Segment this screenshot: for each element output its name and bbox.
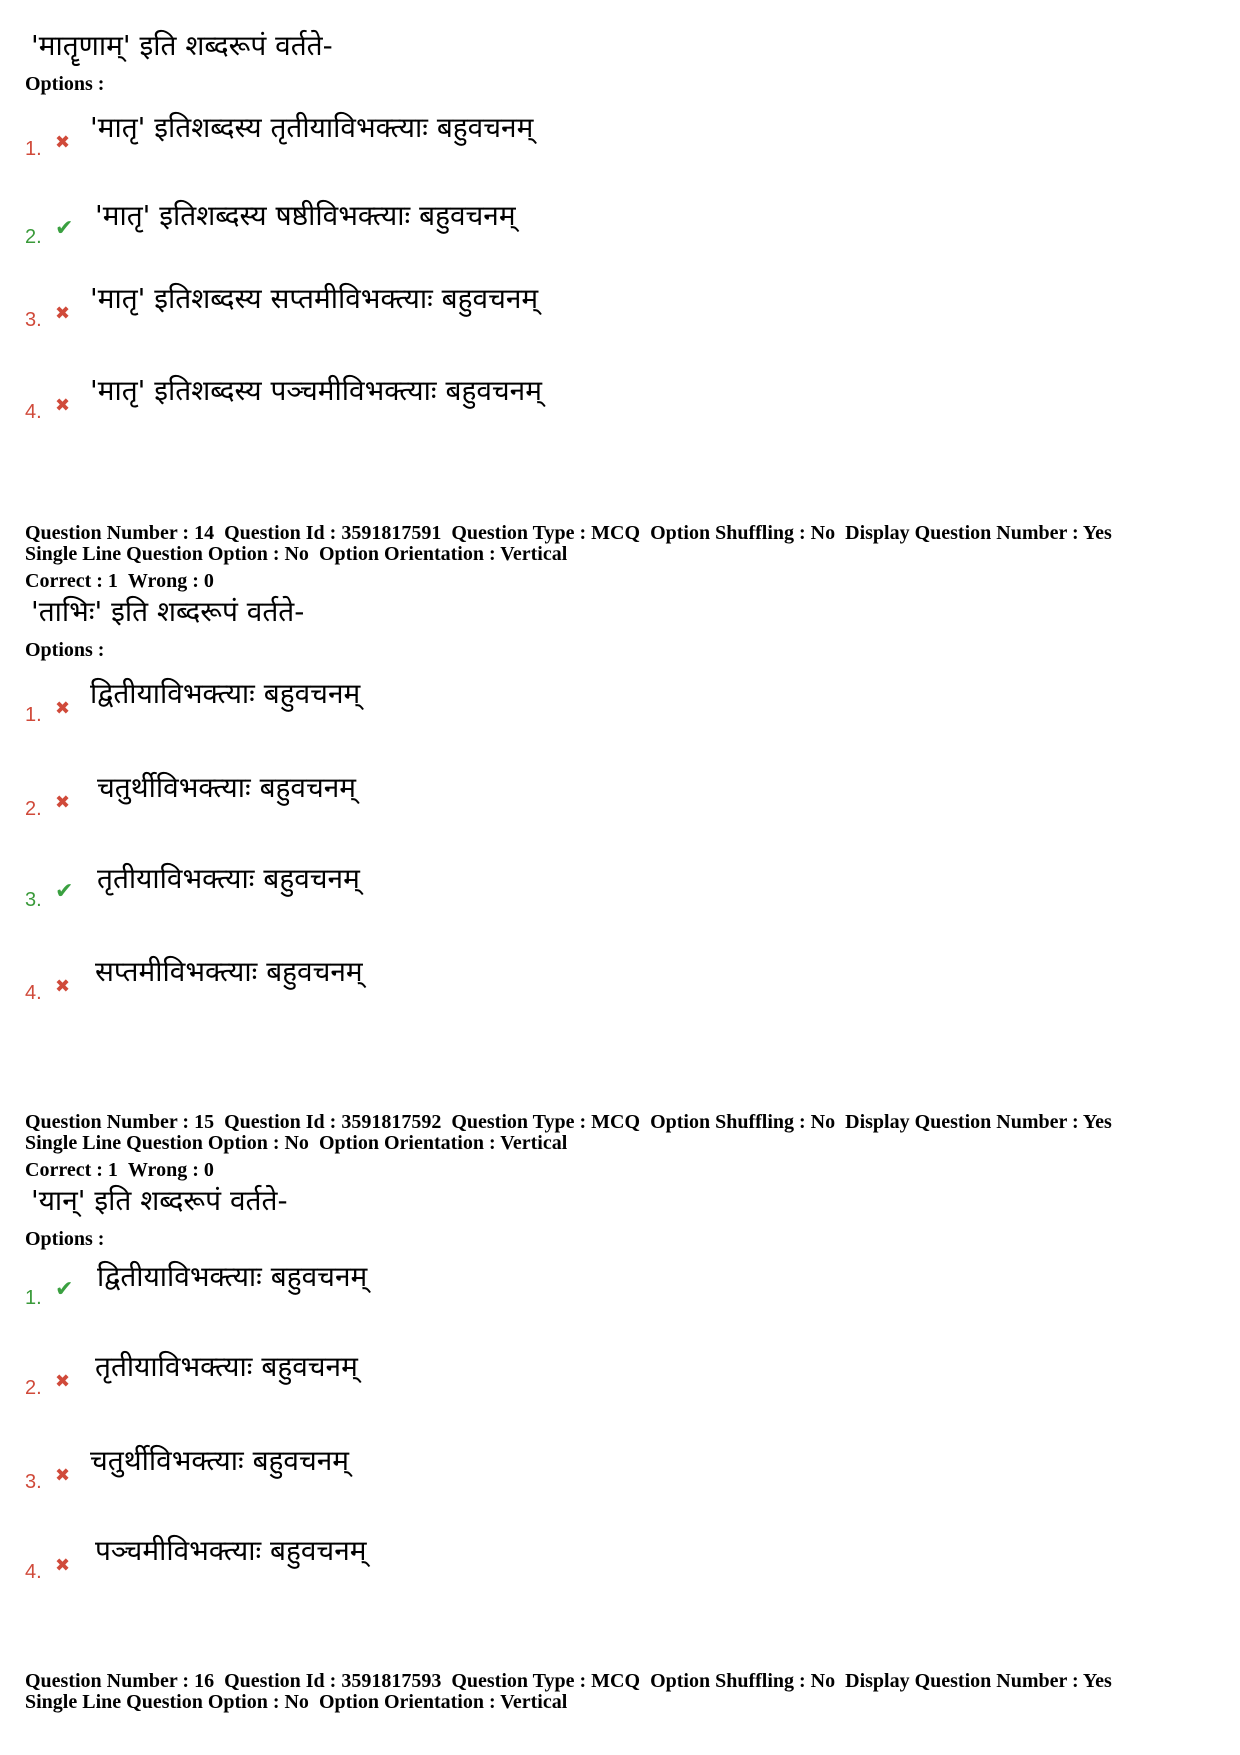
option-text: 'मातृ' इतिशब्दस्य षष्ठीविभक्त्याः बहुवचनम् bbox=[95, 199, 516, 232]
option-text: पञ्चमीविभक्त्याः बहुवचनम् bbox=[95, 1534, 367, 1567]
single-line-option: Single Line Question Option : No bbox=[25, 1691, 309, 1713]
option-1 bbox=[25, 108, 1025, 168]
option-text: सप्तमीविभक्त्याः बहुवचनम् bbox=[95, 955, 363, 988]
option-number: 2. bbox=[25, 1377, 42, 1399]
options-label: Options : bbox=[25, 73, 105, 95]
wrong-mark-icon: ✖ bbox=[55, 792, 71, 813]
correct-score: Correct : 1 bbox=[25, 570, 118, 592]
option-number: 1. bbox=[25, 1287, 42, 1309]
option-text: 'मातृ' इतिशब्दस्य तृतीयाविभक्त्याः बहुवचनम् bbox=[90, 111, 534, 144]
option-3 bbox=[25, 1441, 1025, 1501]
question-stem: 'ताभिः' इति शब्दरूपं वर्तते- bbox=[31, 595, 305, 628]
option-text: तृतीयाविभक्त्याः बहुवचनम् bbox=[95, 1350, 358, 1383]
option-text: चतुर्थीविभक्त्याः बहुवचनम् bbox=[90, 1444, 350, 1477]
display-question-number: Display Question Number : Yes bbox=[845, 1111, 1112, 1133]
option-text: 'मातृ' इतिशब्दस्य सप्तमीविभक्त्याः बहुवचनम् bbox=[90, 282, 539, 315]
options-label: Options : bbox=[25, 639, 105, 661]
option-shuffling: Option Shuffling : No bbox=[650, 1670, 836, 1692]
question-meta-line-2 bbox=[25, 544, 1215, 565]
question-meta-line-1 bbox=[25, 1112, 1215, 1133]
wrong-score: Wrong : 0 bbox=[127, 1159, 214, 1181]
question-number: Question Number : 15 bbox=[25, 1111, 215, 1133]
option-number: 4. bbox=[25, 982, 42, 1004]
option-4 bbox=[25, 1531, 1025, 1591]
question-id: Question Id : 3591817593 bbox=[224, 1670, 442, 1692]
wrong-mark-icon: ✖ bbox=[55, 303, 71, 324]
question-block-14 bbox=[25, 522, 1215, 1004]
question-stem: 'मातॄणाम्' इति शब्दरूपं वर्तते- bbox=[31, 29, 333, 62]
display-question-number: Display Question Number : Yes bbox=[845, 522, 1112, 544]
option-text: द्वितीयाविभक्त्याः बहुवचनम् bbox=[90, 677, 361, 710]
single-line-option: Single Line Question Option : No bbox=[25, 1132, 309, 1154]
option-1 bbox=[25, 674, 1025, 734]
question-block-15 bbox=[25, 1111, 1215, 1583]
question-stem: 'यान्' इति शब्दरूपं वर्तते- bbox=[31, 1184, 288, 1217]
option-number: 3. bbox=[25, 309, 42, 331]
question-meta-line-1 bbox=[25, 523, 1215, 544]
wrong-mark-icon: ✖ bbox=[55, 698, 71, 719]
question-type: Question Type : MCQ bbox=[451, 1111, 641, 1133]
option-shuffling: Option Shuffling : No bbox=[650, 522, 836, 544]
correct-score: Correct : 1 bbox=[25, 1159, 118, 1181]
option-number: 2. bbox=[25, 798, 42, 820]
wrong-mark-icon: ✖ bbox=[55, 1555, 71, 1576]
option-3 bbox=[25, 279, 1025, 339]
options-label: Options : bbox=[25, 1228, 105, 1250]
option-number: 3. bbox=[25, 1471, 42, 1493]
wrong-mark-icon: ✖ bbox=[55, 1465, 71, 1486]
question-type: Question Type : MCQ bbox=[451, 1670, 641, 1692]
wrong-mark-icon: ✖ bbox=[55, 976, 71, 997]
question-meta-line-3 bbox=[25, 571, 1215, 592]
option-number: 3. bbox=[25, 889, 42, 911]
question-block-16 bbox=[25, 1671, 1215, 1713]
option-2 bbox=[25, 1347, 1025, 1407]
question-block-top bbox=[25, 26, 1215, 423]
option-3 bbox=[25, 859, 1025, 919]
option-number: 4. bbox=[25, 401, 42, 423]
question-meta-line-2 bbox=[25, 1692, 1215, 1713]
display-question-number: Display Question Number : Yes bbox=[845, 1670, 1112, 1692]
question-id: Question Id : 3591817591 bbox=[224, 522, 442, 544]
option-2 bbox=[25, 768, 1025, 828]
option-text: 'मातृ' इतिशब्दस्य पञ्चमीविभक्त्याः बहुवचनम् bbox=[90, 374, 542, 407]
option-orientation: Option Orientation : Vertical bbox=[318, 1691, 568, 1713]
option-text: तृतीयाविभक्त्याः बहुवचनम् bbox=[97, 862, 360, 895]
correct-check-icon: ✔ bbox=[55, 879, 74, 904]
option-4 bbox=[25, 952, 1025, 1012]
option-number: 2. bbox=[25, 226, 42, 248]
correct-check-icon: ✔ bbox=[55, 1277, 74, 1302]
question-number: Question Number : 16 bbox=[25, 1670, 215, 1692]
option-number: 4. bbox=[25, 1561, 42, 1583]
question-number: Question Number : 14 bbox=[25, 522, 215, 544]
option-number: 1. bbox=[25, 138, 42, 160]
question-id: Question Id : 3591817592 bbox=[224, 1111, 442, 1133]
wrong-mark-icon: ✖ bbox=[55, 132, 71, 153]
option-shuffling: Option Shuffling : No bbox=[650, 1111, 836, 1133]
question-meta-line-1 bbox=[25, 1671, 1215, 1692]
wrong-mark-icon: ✖ bbox=[55, 1371, 71, 1392]
option-orientation: Option Orientation : Vertical bbox=[318, 1132, 568, 1154]
question-type: Question Type : MCQ bbox=[451, 522, 641, 544]
option-4 bbox=[25, 371, 1025, 431]
option-number: 1. bbox=[25, 704, 42, 726]
single-line-option: Single Line Question Option : No bbox=[25, 543, 309, 565]
wrong-mark-icon: ✖ bbox=[55, 395, 71, 416]
option-orientation: Option Orientation : Vertical bbox=[318, 543, 568, 565]
option-1 bbox=[25, 1257, 1025, 1317]
question-meta-line-2 bbox=[25, 1133, 1215, 1154]
correct-check-icon: ✔ bbox=[55, 216, 74, 241]
option-2 bbox=[25, 196, 1025, 256]
option-text: द्वितीयाविभक्त्याः बहुवचनम् bbox=[97, 1260, 368, 1293]
question-meta-line-3 bbox=[25, 1160, 1215, 1181]
option-text: चतुर्थीविभक्त्याः बहुवचनम् bbox=[97, 771, 357, 804]
wrong-score: Wrong : 0 bbox=[127, 570, 214, 592]
